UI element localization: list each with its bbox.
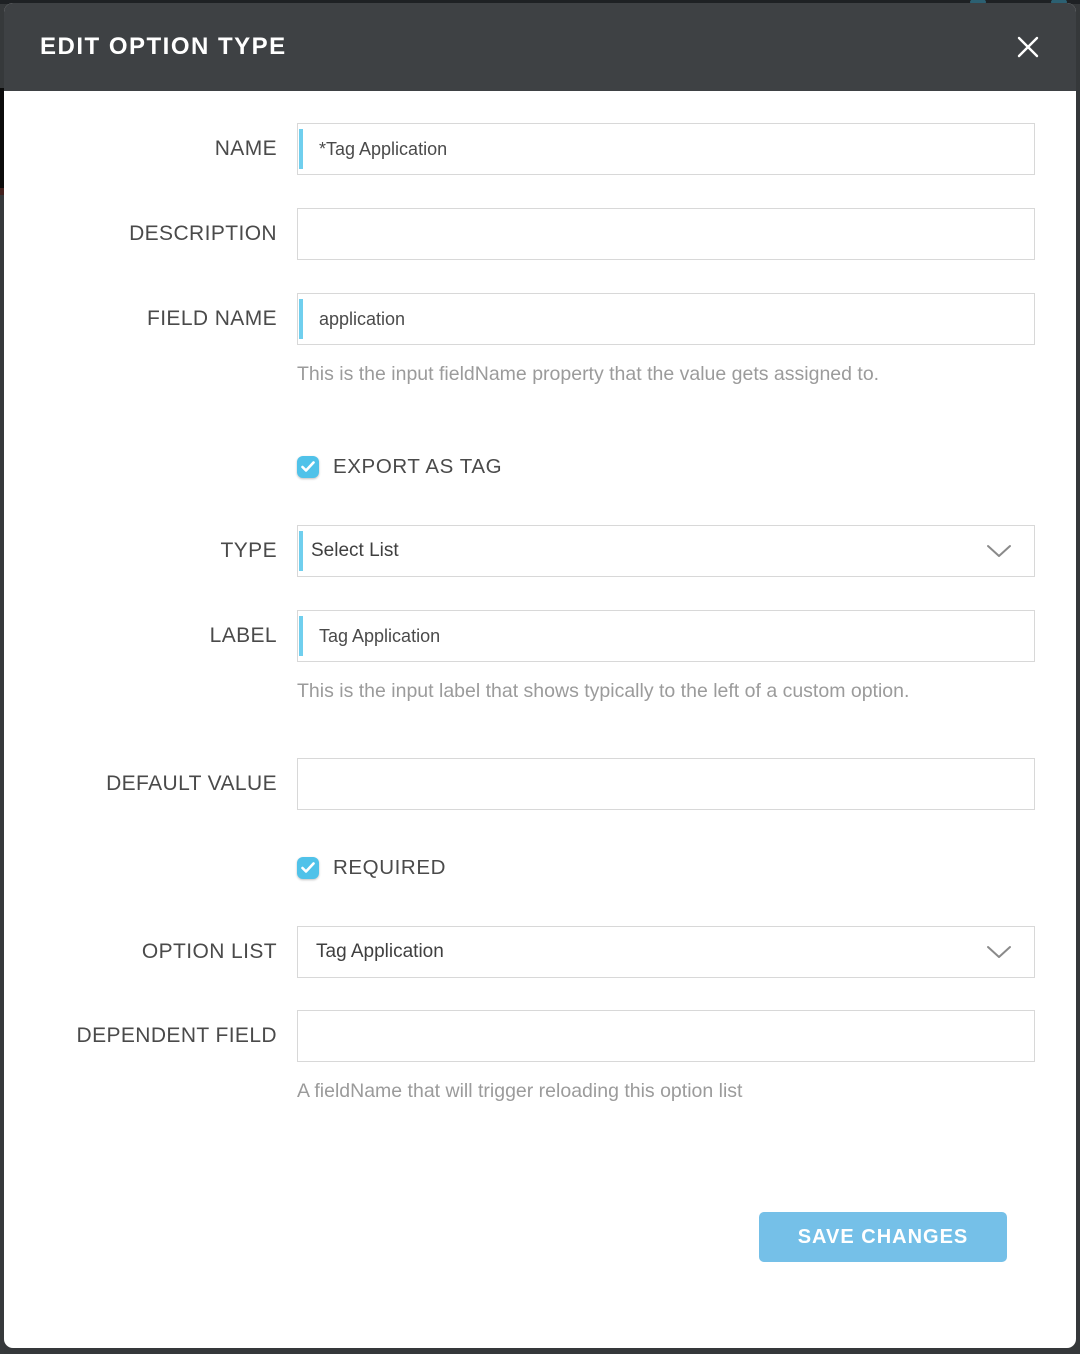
required-checkbox-group[interactable] (297, 856, 1035, 880)
dependent-field-input[interactable] (298, 1011, 1034, 1061)
option-list-select-value: Tag Application (316, 941, 444, 962)
description-label: DESCRIPTION (129, 222, 277, 245)
dependent-field-label: DEPENDENT FIELD (76, 1024, 277, 1047)
field-name-label: FIELD NAME (146, 307, 277, 330)
field-name-row (4, 293, 1035, 391)
export-as-tag-checkbox-group[interactable] (297, 455, 1035, 479)
name-row (4, 123, 1035, 175)
chevron-down-icon (986, 544, 1012, 558)
default-value-row (4, 758, 1035, 810)
close-icon (1014, 33, 1042, 61)
description-row (4, 208, 1035, 260)
close-button[interactable] (1008, 27, 1048, 67)
check-icon (301, 461, 315, 473)
name-label: NAME (214, 137, 277, 160)
name-input[interactable] (298, 124, 1034, 174)
type-label: TYPE (220, 539, 277, 562)
edit-option-type-dialog (4, 3, 1076, 1348)
dialog-header (4, 3, 1076, 91)
export-as-tag-label: EXPORT AS TAG (333, 455, 503, 478)
dependent-field-helper-text: A fieldName that will trigger reloading this option list (297, 1080, 743, 1102)
description-input[interactable] (298, 209, 1034, 259)
required-label: REQUIRED (333, 856, 447, 879)
save-changes-button[interactable]: SAVE CHANGES (759, 1212, 1007, 1262)
default-value-input[interactable] (298, 759, 1034, 809)
type-row (4, 525, 1035, 577)
type-select[interactable] (297, 525, 1035, 577)
edit-option-form (4, 91, 1076, 1348)
default-value-label: DEFAULT VALUE (106, 772, 277, 795)
description-input-wrap (297, 208, 1035, 260)
dialog-footer (4, 1212, 1035, 1262)
export-as-tag-checkbox[interactable] (297, 456, 319, 478)
dependent-field-row (4, 1010, 1035, 1108)
option-list-label: OPTION LIST (141, 940, 277, 963)
export-as-tag-row (4, 453, 1035, 481)
name-input-wrap (297, 123, 1035, 175)
field-name-input[interactable] (298, 294, 1034, 344)
dialog-title: EDIT OPTION TYPE (40, 33, 287, 60)
option-list-row (4, 926, 1035, 978)
type-select-value: Select List (311, 540, 399, 561)
field-name-helper-text: This is the input fieldName property that the value gets assigned to. (297, 363, 880, 385)
option-list-select[interactable] (297, 926, 1035, 978)
label-helper-text: This is the input label that shows typically to the left of a custom option. (297, 680, 910, 702)
label-label: LABEL (209, 624, 277, 647)
default-value-input-wrap (297, 758, 1035, 810)
required-row (4, 854, 1035, 882)
label-input-wrap (297, 610, 1035, 662)
label-input[interactable] (298, 611, 1034, 661)
field-name-input-wrap (297, 293, 1035, 345)
dependent-field-input-wrap (297, 1010, 1035, 1062)
required-checkbox[interactable] (297, 857, 319, 879)
chevron-down-icon (986, 945, 1012, 959)
label-row (4, 610, 1035, 708)
check-icon (301, 862, 315, 874)
